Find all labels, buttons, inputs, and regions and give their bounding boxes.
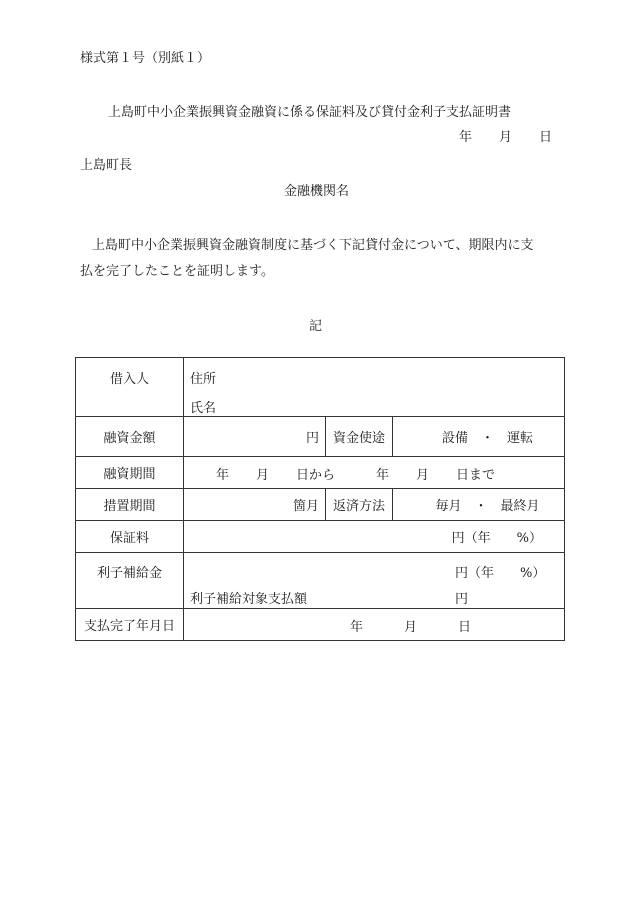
guarantee-fee-label: 保証料 <box>76 521 184 553</box>
borrower-row <box>76 358 565 417</box>
loan-period-month-to: 月 <box>416 467 430 483</box>
guarantee-fee-row <box>76 521 565 553</box>
repayment-method-options: 毎月 ・ 最終月 <box>393 489 565 521</box>
loan-period-day-to: 日まで <box>456 467 496 483</box>
interest-subsidy-label: 利子補給金 <box>76 553 184 609</box>
completion-year: 年 <box>350 619 364 635</box>
certificate-table <box>75 357 565 641</box>
interest-subsidy-target-label: 利子補給対象支払額 <box>190 592 308 607</box>
completion-date-row <box>76 609 565 641</box>
guarantee-fee-value: 円（年 %） <box>184 521 565 553</box>
body-text-line-2: 払を完了したことを証明します。 <box>80 264 274 279</box>
loan-amount-row <box>76 417 565 457</box>
deferment-label: 措置期間 <box>76 489 184 521</box>
loan-period-year-to: 年 <box>376 467 390 483</box>
interest-subsidy-target-unit: 円 <box>455 592 469 607</box>
borrower-name-label: 氏名 <box>190 401 217 416</box>
completion-date-cell <box>184 609 565 641</box>
fund-use-options: 設備 ・ 運転 <box>393 417 565 457</box>
loan-amount-cell <box>184 417 326 457</box>
date-year: 年 <box>459 130 473 145</box>
loan-period-cell <box>184 457 565 489</box>
loan-period-row <box>76 457 565 489</box>
ki-heading: 記 <box>309 319 323 334</box>
loan-amount-label: 融資金額 <box>76 417 184 457</box>
interest-subsidy-row <box>76 553 565 609</box>
institution-label: 金融機関名 <box>284 184 350 199</box>
interest-subsidy-cell <box>184 553 565 609</box>
interest-subsidy-value: 円（年 %） <box>455 566 546 581</box>
deferment-unit: 箇月 <box>292 499 319 514</box>
addressee: 上島町長 <box>80 158 133 173</box>
body-text-line-1: 上島町中小企業振興資金融資制度に基づく下記貸付金について、期限内に支 <box>92 238 534 253</box>
loan-amount-unit: 円 <box>305 431 319 446</box>
loan-period-day-from: 日から <box>296 467 336 483</box>
document-title: 上島町中小企業振興資金融資に係る保証料及び貸付金利子支払証明書 <box>108 105 512 120</box>
completion-month: 月 <box>404 619 418 635</box>
borrower-label: 借入人 <box>76 358 184 417</box>
deferment-cell <box>184 489 326 521</box>
form-number: 様式第１号（別紙１） <box>80 51 211 66</box>
date-month: 月 <box>499 130 513 145</box>
completion-date-label: 支払完了年月日 <box>76 609 184 641</box>
date-day: 日 <box>539 130 553 145</box>
borrower-cell <box>184 358 565 417</box>
fund-use-label: 資金使途 <box>326 417 393 457</box>
repayment-method-label: 返済方法 <box>326 489 393 521</box>
deferment-row <box>76 489 565 521</box>
loan-period-label: 融資期間 <box>76 457 184 489</box>
loan-period-year-from: 年 <box>216 467 230 483</box>
loan-period-month-from: 月 <box>256 467 270 483</box>
borrower-address-label: 住所 <box>190 372 217 387</box>
completion-day: 日 <box>458 619 472 635</box>
